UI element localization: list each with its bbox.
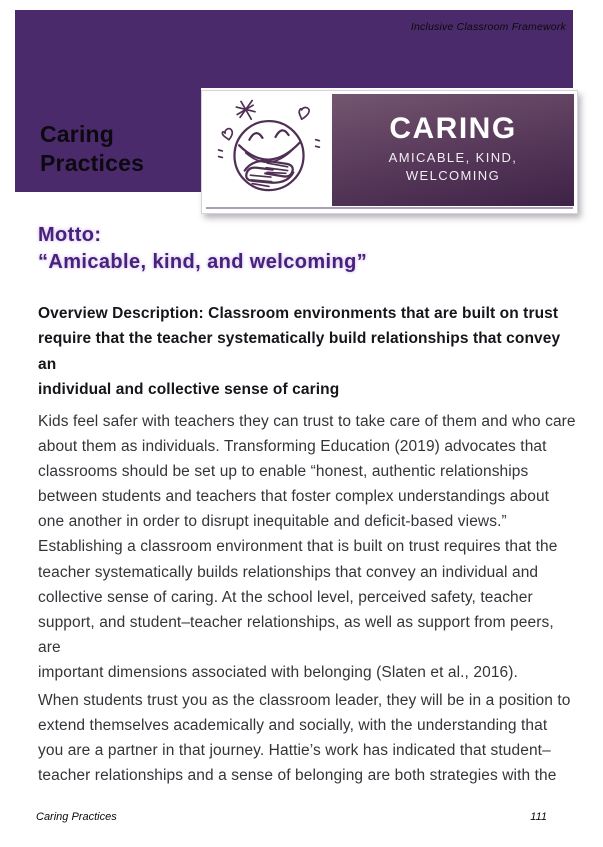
body-paragraph-2: When students trust you as the classroom leader, they will be in a position to extend themselves academically and socially, with the understanding that you are a partner in that journey. Hattie’s work has indicated that student– teacher relationships and a sense of belonging are both strategies with the [38,692,571,785]
body-paragraph-1: Kids feel safer with teachers they can trust to take care of them and who care about them as individuals. Transforming Education (2019) advocates that classrooms should be set up to enable “honest, authentic relationships between students and teachers that foster complex understandings about one another in order to disrupt inequitable and deficit-based views.” Establishing a classroom environment that is built on trust requires that the teacher systematically builds relationships that convey an individual and collective sense of caring. At the school level, perceived safety, teacher support, and student–teacher relationships, as well as support from peers, are important dimensions associated with belonging (Slaten et al., 2016). [38,413,576,681]
chapter-title: Caring Practices [40,121,145,176]
caring-word: CARING [389,112,517,145]
overview-description: Overview Description: Classroom environments that are built on trust require that the teacher systematically build relationships that convey an individual and collective sense of caring [38,305,561,399]
footer-section-title: Caring Practices [36,811,117,823]
motto-block [38,222,367,276]
motto-label: Motto: [38,224,102,246]
caring-panel [332,94,574,206]
caring-subtitle: AMICABLE, KIND, WELCOMING [388,150,518,183]
hug-smiley-doodle-icon [213,94,325,206]
banner-underline [206,207,573,209]
doodle-box [205,94,332,206]
footer-page-number: 111 [530,811,547,823]
caring-banner-card [201,90,578,214]
motto-text: “Amicable, kind, and welcoming” [38,251,368,273]
running-header: Inclusive Classroom Framework [410,21,566,33]
caring-banner-inner [205,94,574,206]
